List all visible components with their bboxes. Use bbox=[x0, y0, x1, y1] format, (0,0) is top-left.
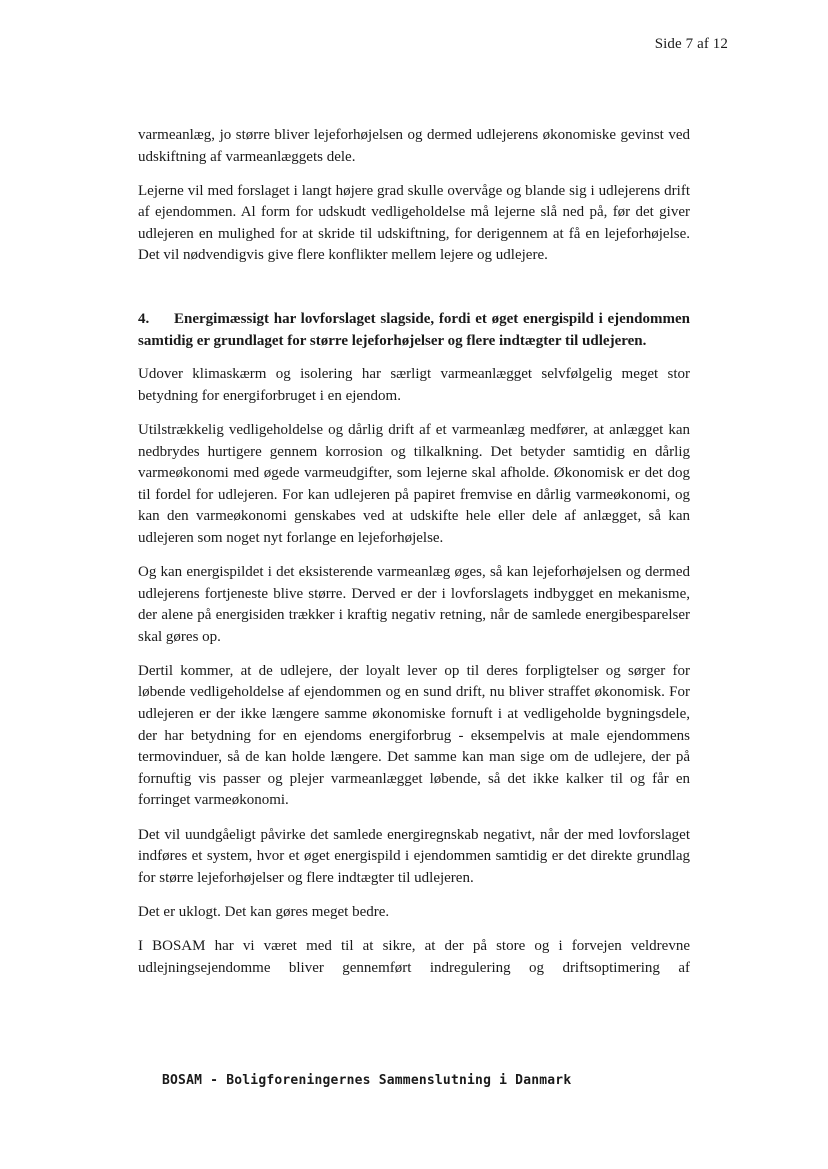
paragraph: I BOSAM har vi været med til at sikre, at der på store og i forvejen veldrevne udlejningsejendomme bliver gennemført indregulering og driftsoptimering af bbox=[138, 937, 690, 976]
paragraph: Utilstrækkelig vedligeholdelse og dårlig drift af et varmeanlæg medfører, at anlægget kan nedbrydes hurtigere gennem korrosion og tilkalkning. Det betyder samtidig en dårlig varmeøkonomi med øgede varmeudgifter, som lejerne skal afholde. Økonomisk er det dog til fordel for udlejeren. For kan udlejeren på papiret fremvise en dårlig varmeøkonomi, og kan den varmeøkonomi genskabes ved at udskifte hele eller dele af anlægget, så kan udlejeren som noget nyt forlange en lejeforhøjelse. bbox=[138, 421, 690, 546]
paragraph: Og kan energispildet i det eksisterende varmeanlæg øges, så kan lejeforhøjelsen og dermed udlejerens fortjeneste blive større. Derved er der i lovforslagets indbygget en mekanisme, der alene på energisiden trækker i kraftig negativ retning, når de samlede energibesparelser skal gøres op. bbox=[138, 564, 690, 645]
section-heading bbox=[138, 309, 690, 352]
paragraph: varmeanlæg, jo større bliver lejeforhøjelsen og dermed udlejerens økonomiske gevinst ved udskiftning af varmeanlæggets dele. bbox=[138, 127, 690, 165]
footer: BOSAM - Boligforeningernes Sammenslutning i Danmark bbox=[162, 1073, 572, 1088]
paragraph: Det vil uundgåeligt påvirke det samlede energiregnskab negativt, når der med lovforslaget indføres et system, hvor et øget energispild i ejendommen samtidig er det direkte grundlag for større lejeforhøjelser og flere indtægter til udlejeren. bbox=[138, 826, 690, 886]
document-body bbox=[138, 125, 690, 992]
page-number: Side 7 af 12 bbox=[654, 36, 728, 52]
paragraph: Lejerne vil med forslaget i langt højere grad skulle overvåge og blande sig i udlejerens drift af ejendommen. Al form for udskudt vedligeholdelse må lejerne slå ned på, før det giver udlejeren en mulighed for at skride til udskiftning, for derigennem at få en lejeforhøjelse. Det vil nødvendigvis give flere konflikter mellem lejere og udlejere. bbox=[138, 182, 690, 264]
section-heading-text: Energimæssigt har lovforslaget slagside, fordi et øget energispild i ejendommen samtidig er grundlaget for større lejeforhøjelser og flere indtægter til udlejeren. bbox=[138, 311, 690, 349]
paragraph: Dertil kommer, at de udlejere, der loyalt lever op til deres forpligtelser og sørger for løbende vedligeholdelse af ejendommen og en sund drift, nu bliver straffet økonomisk. For udlejeren er der ikke længere samme økonomiske fornuft i at vedligeholde bygningsdele, der har betydning for en ejendoms energiforbrug - eksempelvis at male ejendommens termovinduer, så de kan holde længere. Det samme kan man sige om de udlejere, der på fornuftig vis passer og plejer varmeanlægget løbende, så det ikke kalker til og får en forringet varmeøkonomi. bbox=[138, 662, 690, 809]
section-number: 4. bbox=[138, 311, 150, 328]
paragraph: Udover klimaskærm og isolering har særligt varmeanlægget selvfølgelig meget stor betydning for energiforbruget i en ejendom. bbox=[138, 366, 690, 404]
paragraph: Det er uklogt. Det kan gøres meget bedre. bbox=[138, 903, 390, 920]
